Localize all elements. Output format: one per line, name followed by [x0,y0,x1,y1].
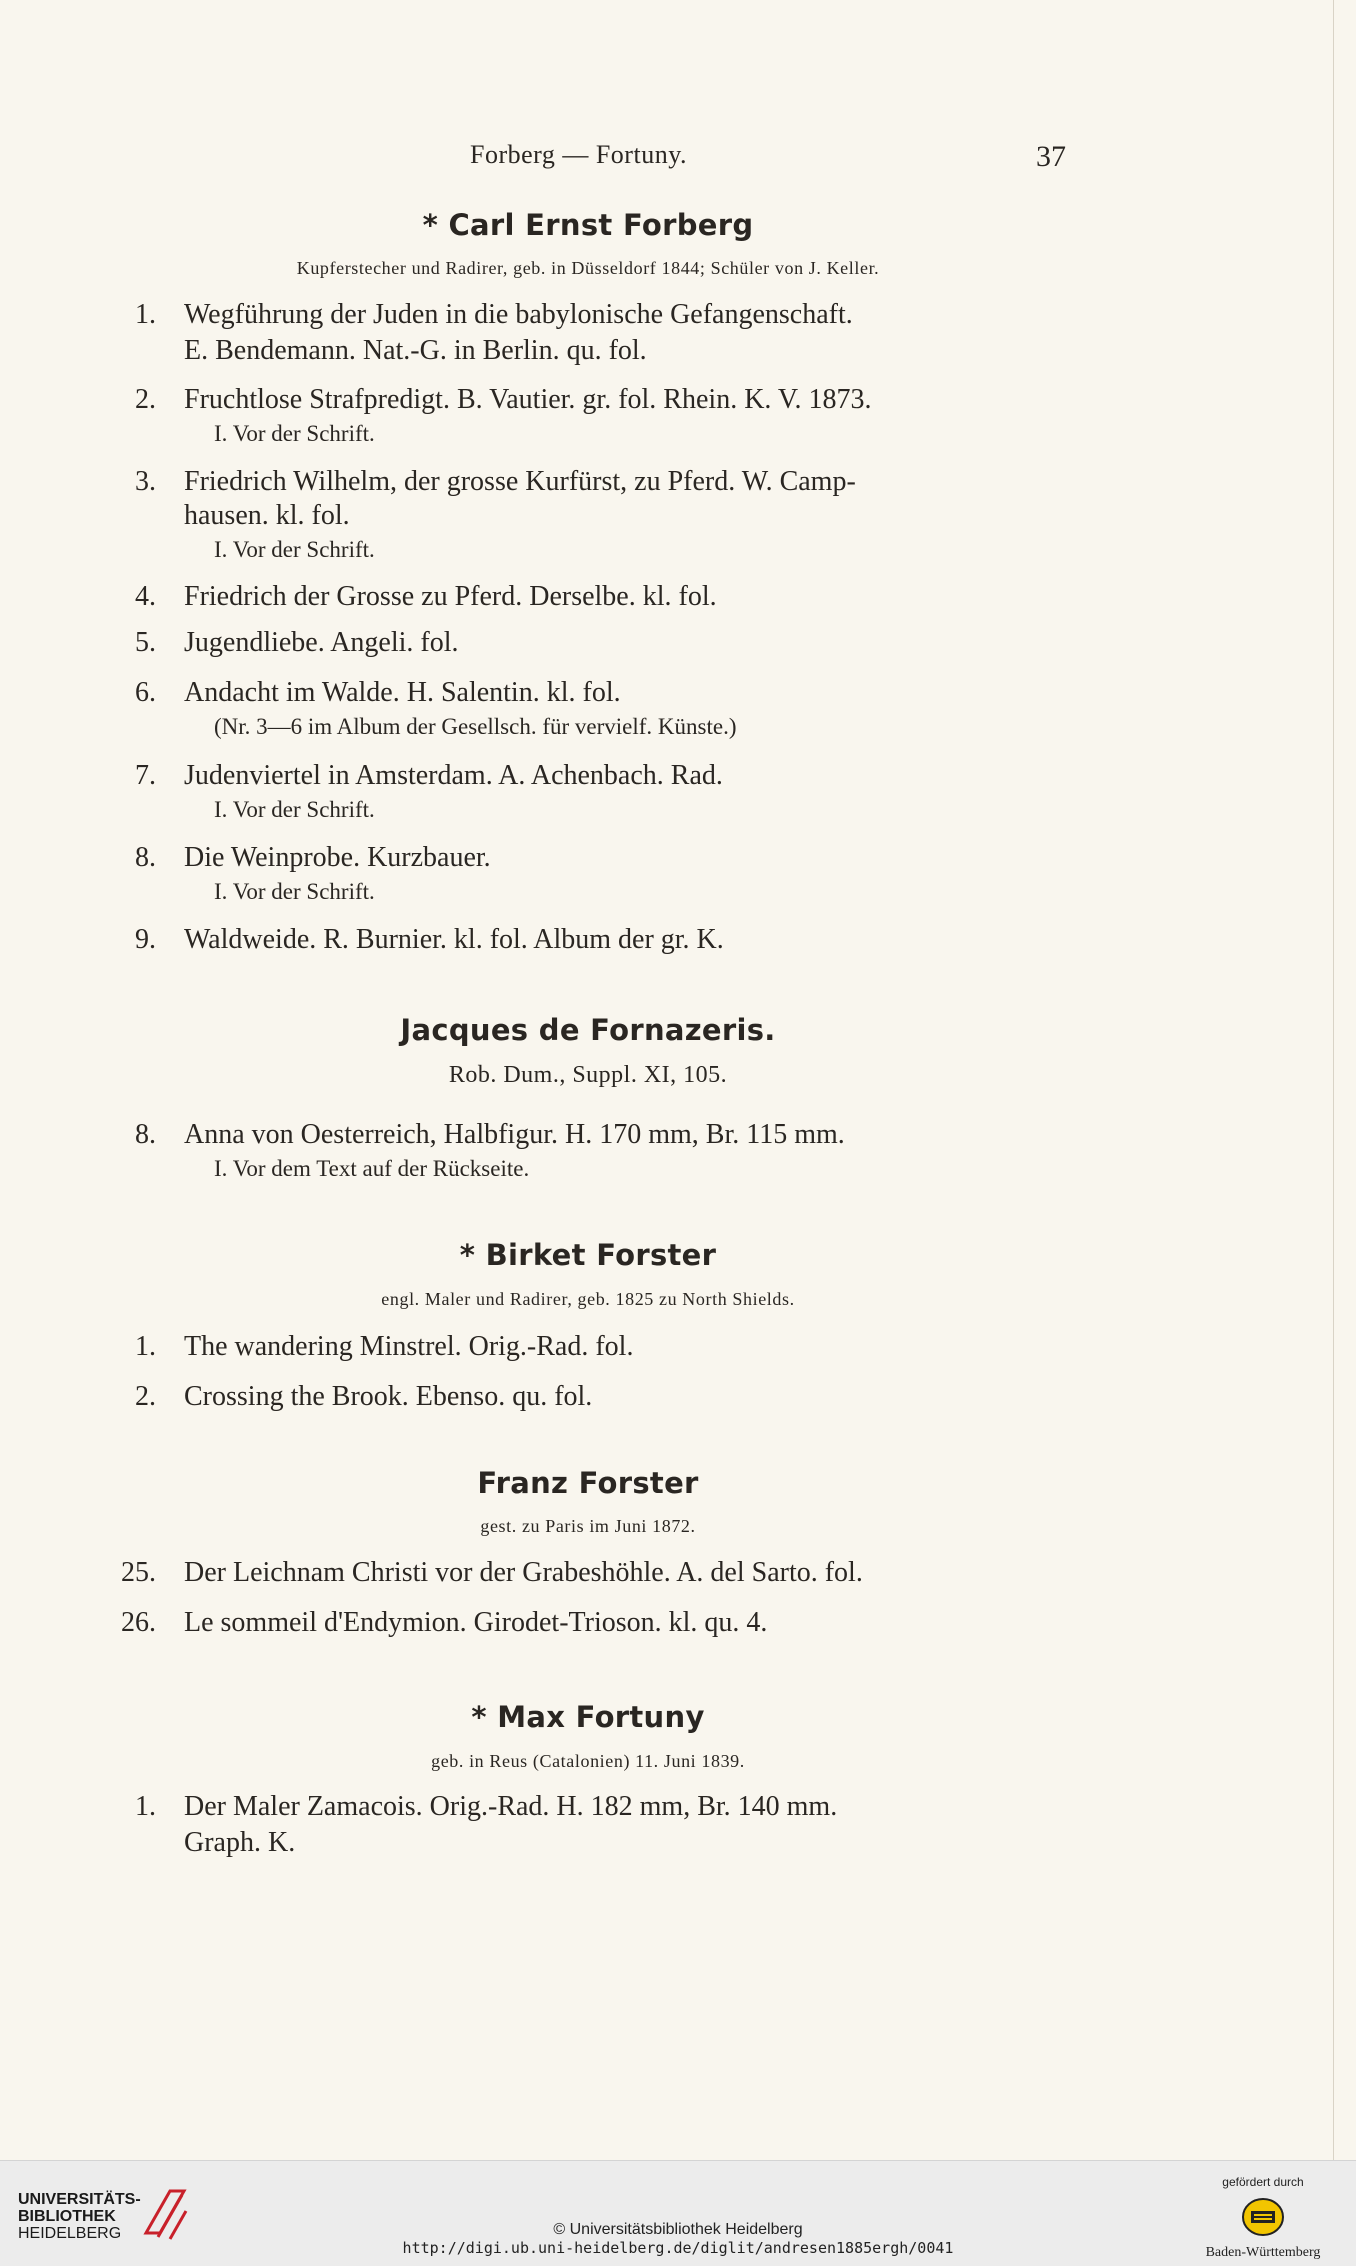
section-subtitle-fornazeris: Rob. Dum., Suppl. XI, 105. [448,1062,728,1088]
page-number: 37 [1036,140,1066,173]
library-logo-line: UNIVERSITÄTS- [18,2191,141,2208]
entry-line: Der Maler Zamacois. Orig.-Rad. H. 182 mm, Br. 140 mm. [184,1791,838,1822]
entry-note: I. Vor der Schrift. [214,797,375,822]
entry-number: 25. [121,1557,156,1588]
entry-number: 2. [135,384,156,415]
entry-number: 3. [135,466,156,497]
section-subtitle-forberg: Kupferstecher und Radirer, geb. in Düsseldorf 1844; Schüler von J. Keller. [296,258,880,278]
entry-line: Die Weinprobe. Kurzbauer. [184,842,491,873]
entry-line: Andacht im Walde. H. Salentin. kl. fol. [184,677,621,708]
entry-line: Anna von Oesterreich, Halbfigur. H. 170 mm, Br. 115 mm. [184,1119,845,1150]
entry-note: I. Vor der Schrift. [214,879,375,904]
entry-line: Crossing the Brook. Ebenso. qu. fol. [184,1381,593,1412]
funder-block[interactable] [1188,2175,1338,2261]
section-subtitle-birket-forster: engl. Maler und Radirer, geb. 1825 zu North Shields. [381,1289,795,1309]
library-logo-line: HEIDELBERG [18,2225,122,2242]
entry-line: Friedrich Wilhelm, der grosse Kurfürst, zu Pferd. W. Camp- [184,466,856,497]
funder-name: Baden-Württemberg [1205,2245,1321,2260]
entry-line: The wandering Minstrel. Orig.-Rad. fol. [184,1331,634,1362]
entry-note: (Nr. 3—6 im Album der Gesellsch. für vervielf. Künste.) [214,714,737,739]
entry-line: Fruchtlose Strafpredigt. B. Vautier. gr. fol. Rhein. K. V. 1873. [184,384,872,415]
page-edge [1333,0,1334,2160]
entry-line: Le sommeil d'Endymion. Girodet-Trioson. kl. qu. 4. [184,1607,768,1638]
entry-number: 2. [135,1381,156,1412]
section-heading-fornazeris: Jacques de Fornazeris. [400,1013,776,1047]
entry-note: I. Vor der Schrift. [214,421,375,446]
entry-note: I. Vor dem Text auf der Rückseite. [214,1156,530,1181]
entry-number: 4. [135,581,156,612]
entry-number: 7. [135,760,156,791]
library-logo-line: BIBLIOTHEK [18,2208,116,2225]
entry-line: Jugendliebe. Angeli. fol. [184,627,459,658]
entry-number: 26. [121,1607,156,1638]
section-heading-franz-forster: Franz Forster [477,1466,699,1500]
copyright-block [0,2221,1356,2257]
section-heading-forberg: * Carl Ernst Forberg [422,208,754,242]
entry-line: Wegführung der Juden in die babylonische Gefangenschaft. [184,299,853,330]
section-heading-fortuny: * Max Fortuny [471,1700,705,1734]
entry-number: 8. [135,1119,156,1150]
entry-number: 1. [135,1791,156,1822]
section-subtitle-fortuny: geb. in Reus (Catalonien) 11. Juni 1839. [431,1751,745,1771]
entry-line: E. Bendemann. Nat.-G. in Berlin. qu. fol. [184,335,647,366]
entry-number: 5. [135,627,156,658]
entry-number: 1. [135,299,156,330]
entry-line: hausen. kl. fol. [184,500,350,531]
entry-line: Waldweide. R. Burnier. kl. fol. Album der gr. K. [184,924,724,955]
entry-note: I. Vor der Schrift. [214,537,375,562]
entry-number: 9. [135,924,156,955]
viewer-footer [0,2160,1356,2266]
permalink[interactable]: http://digi.ub.uni-heidelberg.de/diglit/andresen1885ergh/0041 [402,2239,954,2257]
entry-number: 6. [135,677,156,708]
entry-number: 1. [135,1331,156,1362]
running-head-title: Forberg — Fortuny. [470,140,687,169]
funder-label: gefördert durch [1222,2175,1304,2189]
coat-of-arms-icon [1241,2195,1285,2239]
copyright-text: © Universitätsbibliothek Heidelberg [553,2221,803,2238]
section-subtitle-franz-forster: gest. zu Paris im Juni 1872. [480,1516,696,1536]
section-heading-birket-forster: * Birket Forster [459,1238,717,1272]
entry-number: 8. [135,842,156,873]
entry-line: Der Leichnam Christi vor der Grabeshöhle. A. del Sarto. fol. [184,1557,863,1588]
entry-line: Judenviertel in Amsterdam. A. Achenbach. Rad. [184,760,723,791]
entry-line: Friedrich der Grosse zu Pferd. Derselbe. kl. fol. [184,581,717,612]
entry-line: Graph. K. [184,1827,296,1858]
